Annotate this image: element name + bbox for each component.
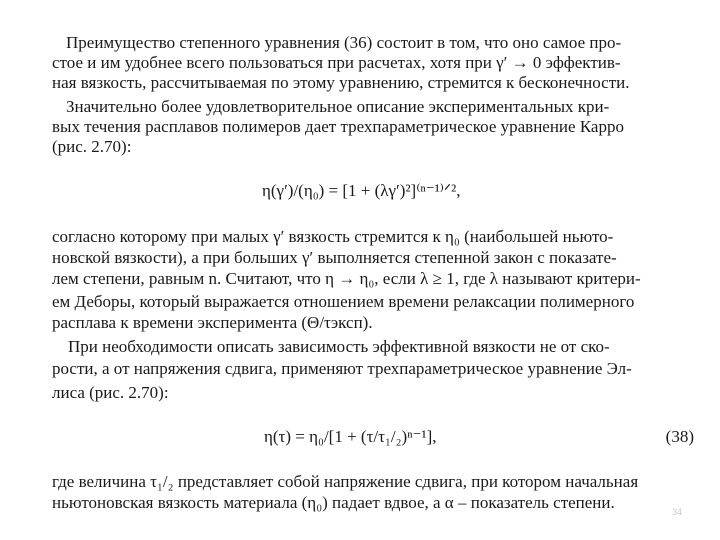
paragraph3-line3: лем степени, равным n. Считают, что η → η₀, если λ ≥ 1, где λ называют критери- bbox=[52, 269, 641, 288]
paragraph5-line2: ньютоновская вязкость материала (η₀) падает вдвое, а α – показатель степени. bbox=[52, 493, 615, 512]
paragraph1-line3: ная вязкость, рассчитываемая по этому уравнению, стремится к бесконечности. bbox=[52, 73, 630, 92]
equation-number: (38) bbox=[665, 427, 694, 446]
paragraph5-line1: где величина τ₁/₂ представляет собой напряжение сдвига, при котором начальная bbox=[52, 472, 639, 491]
ellis-equation: η(τ) = η₀/[1 + (τ/τ₁/₂)ⁿ⁻¹], bbox=[264, 427, 437, 446]
paragraph2-line3: (рис. 2.70): bbox=[52, 137, 132, 156]
paragraph3-line5: расплава к времени эксперимента (Θ/τэксп). bbox=[52, 313, 373, 332]
paragraph1-line2: стое и им удобнее всего пользоваться при расчетах, хотя при γ′ → 0 эффектив- bbox=[52, 53, 621, 72]
paragraph4-line3: лиса (рис. 2.70): bbox=[52, 383, 169, 402]
paragraph4-line1: При необходимости описать зависимость эффективной вязкости не от ско- bbox=[68, 337, 610, 356]
carreau-equation: η(γ′)/(η₀) = [1 + (λγ′)²]⁽ⁿ⁻¹⁾ᐟ², bbox=[262, 181, 461, 200]
paragraph4-line2: рости, а от напряжения сдвига, применяют трехпараметрическое уравнение Эл- bbox=[52, 359, 632, 378]
paragraph1-line1: Преимущество степенного уравнения (36) состоит в том, что оно самое про- bbox=[66, 33, 622, 52]
paragraph3-line2: новской вязкости), а при больших γ′ выполняется степенной закон с показате- bbox=[52, 248, 617, 267]
paragraph3-line4: ем Деборы, который выражается отношением времени релаксации полимерного bbox=[52, 292, 635, 311]
paragraph3-line1: согласно которому при малых γ′ вязкость стремится к η₀ (наибольшей ньюто- bbox=[52, 227, 614, 246]
page-number: 34 bbox=[671, 507, 682, 517]
paragraph2-line2: вых течения расплавов полимеров дает трехпараметрическое уравнение Карро bbox=[52, 117, 624, 136]
paragraph2-line1: Значительно более удовлетворительное описание экспериментальных кри- bbox=[66, 97, 610, 116]
